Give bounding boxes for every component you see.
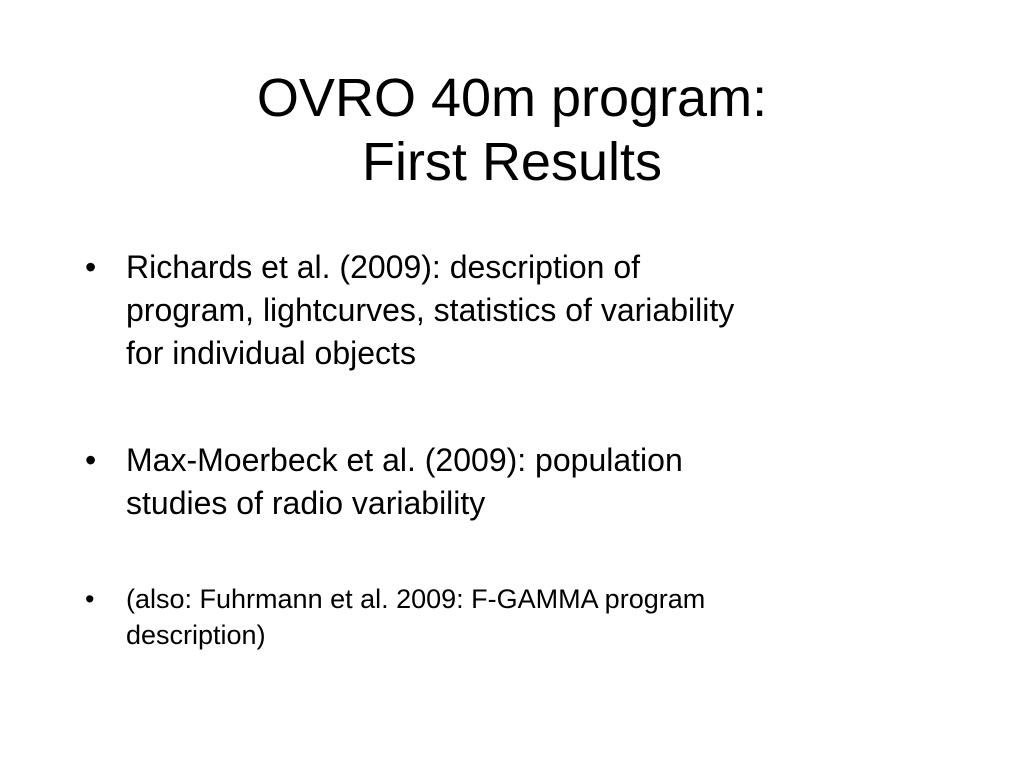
- slide-title-line-2: First Results: [361, 132, 663, 192]
- slide-title: [0, 66, 1024, 194]
- bullet-list: [85, 246, 945, 653]
- bullet-dot-icon: •: [85, 249, 97, 285]
- bullet-text-line: (also: Fuhrmann et al. 2009: F-GAMMA program: [126, 584, 706, 614]
- bullet-dot-icon: •: [85, 584, 95, 614]
- bullet-text-line: studies of radio variability: [126, 485, 486, 521]
- bullet-item-max-moerbeck: [85, 439, 945, 525]
- bullet-text-line: Max-Moerbeck et al. (2009): population: [126, 442, 683, 478]
- bullet-text-line: program, lightcurves, statistics of variability: [126, 292, 735, 328]
- bullet-item-richards: [85, 246, 945, 375]
- bullet-dot-icon: •: [85, 442, 97, 478]
- slide-title-line-1: OVRO 40m program:: [256, 68, 768, 128]
- bullet-text-line: Richards et al. (2009): description of: [126, 249, 641, 285]
- bullet-text-line: description): [126, 620, 266, 650]
- bullet-text-line: for individual objects: [126, 335, 416, 371]
- bullet-item-fuhrmann: [85, 581, 945, 653]
